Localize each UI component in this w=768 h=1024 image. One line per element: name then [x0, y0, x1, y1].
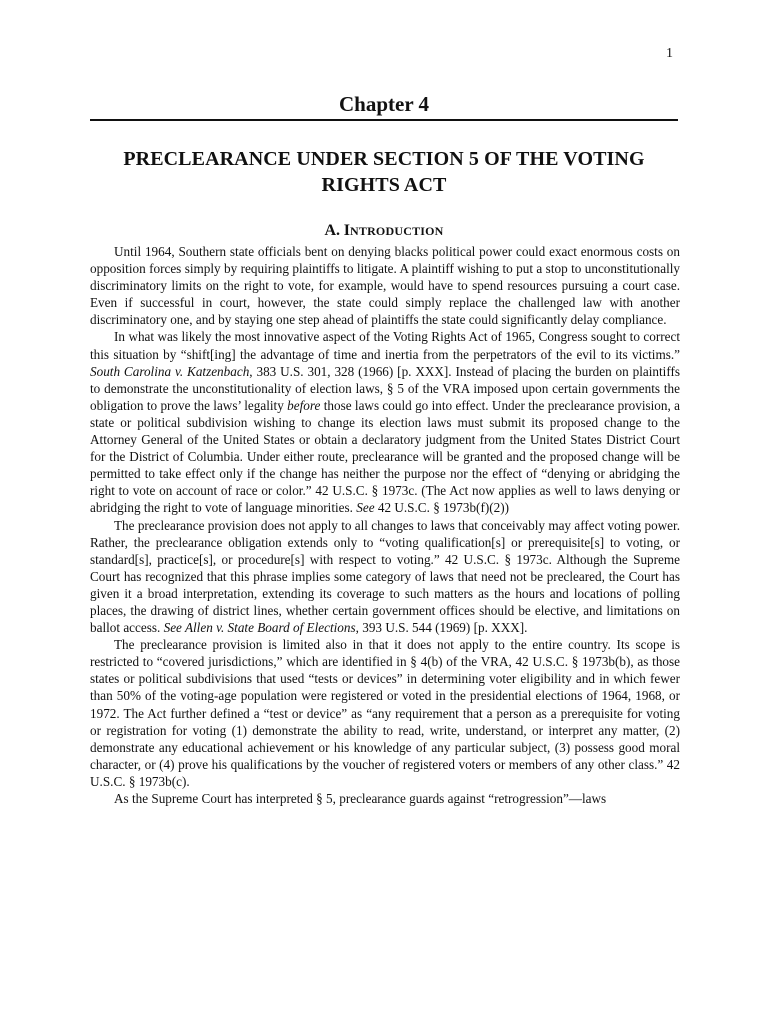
section-first-cap: I [343, 222, 350, 239]
paragraph-4: The preclearance provision is limited also in that it does not apply to the entire country. Its scope is restricted to “covered jurisdictions,” which are identified in § 4(b) of the VRA, 42 U.S.C. § 1973b(b), as those states or political subdivisions that used “tests or devices” in determining voter eligibility and in which fewer than 50% of the voting-age population were registered or voted in the presidential elections of 1964, 1968, or 1972. The Act further defined a “test or device” as “any requirement that a person as a prerequisite for voting or registration for voting (1) demonstrate the ability to read, write, understand, or interpret any matter, (2) demonstrate any educational achievement or his knowledge of any particular subject, (3) possess good moral character, or (4) prove his qualifications by the voucher of registered voters or members of any other class.” 42 U.S.C. § 1973b(c). [90, 637, 680, 789]
signal-see: See [356, 500, 375, 516]
section-letter: A. [324, 222, 341, 239]
paragraph-5: As the Supreme Court has interpreted § 5, preclearance guards against “retrogression”—laws [114, 791, 607, 806]
paragraph-3 [90, 517, 680, 637]
emphasis-before: before [287, 397, 321, 413]
p3-text-b: , 393 U.S. 544 (1969) [p. XXX]. [355, 620, 528, 636]
p2-text-c: those laws could go into effect. Under the preclearance provision, a state or political subdivision wishing to change its election laws must submit its proposed change to the Attorney General of the United States or obtain a declaratory judgment from the United States District Court for the District of Columbia. Under either route, preclearance will be granted and the proposed change will be permitted to take effect only if the change has neither the purpose nor the effect of “denying or abridging the right to vote on account of race or color.” 42 U.S.C. § 1973c. (The Act now applies as well to laws denying or abridging the right to vote of language minorities. [90, 397, 680, 516]
section-small-caps: NTRODUCTION [350, 224, 444, 238]
p2-text-b: , 383 U.S. 301, 328 (1966) [p. XXX]. Instead of placing the burden on plaintiffs to demonstrate the unconstitutionality of election laws, § 5 of the VRA imposed upon certain governments the obligation to prove the laws’ legality [90, 363, 681, 413]
p3-text-a: The preclearance provision does not apply to all changes to laws that conceivably may affect voting power. Rather, the preclearance obligation extends only to “voting qualification[s] or prerequisite[s] to voting, or standard[s], practice[s], or procedure[s] with respect to voting.” 42 U.S.C. § 1973c. Although the Supreme Court has recognized that this phrase implies some category of laws that need not be precleared, the Court has given it a broad interpretation, extending its coverage to such matters as the hours and locations of polling places, the drawing of district lines, whether certain government offices should be elective, and limitations on ballot access. [90, 517, 680, 636]
page-number: 1 [666, 46, 673, 61]
chapter-title-line-1: PRECLEARANCE UNDER SECTION 5 OF THE VOTING [123, 148, 645, 170]
case-citation-katzenbach: South Carolina v. Katzenbach [90, 363, 250, 379]
body-text [90, 243, 680, 807]
section-heading [90, 220, 678, 242]
chapter-title [90, 146, 678, 198]
paragraph-2 [90, 328, 680, 516]
chapter-heading: Chapter 4 [90, 90, 678, 121]
paragraph-1: Until 1964, Southern state officials bent on denying blacks political power could exact enormous costs on opposition forces simply by requiring plaintiffs to litigate. A plaintiff wishing to put a stop to unconstitutionally discriminatory limits on the right to vote, for example, would have to spend resources pursuing a court case. Even if successful in court, however, the state could simply replace the challenged law with another discriminatory one, and by staying one step ahead of plaintiffs the state could significantly delay compliance. [90, 244, 680, 328]
p2-text-a: In what was likely the most innovative aspect of the Voting Rights Act of 1965, Congress sought to correct this situation by “shift[ing] the advantage of time and inertia from the perpetrators of the evil to its victims.” [90, 329, 680, 362]
p2-text-d: 42 U.S.C. § 1973b(f)(2)) [374, 500, 510, 516]
case-citation-allen: See Allen v. State Board of Elections [163, 620, 356, 636]
chapter-title-line-2: RIGHTS ACT [321, 174, 447, 196]
